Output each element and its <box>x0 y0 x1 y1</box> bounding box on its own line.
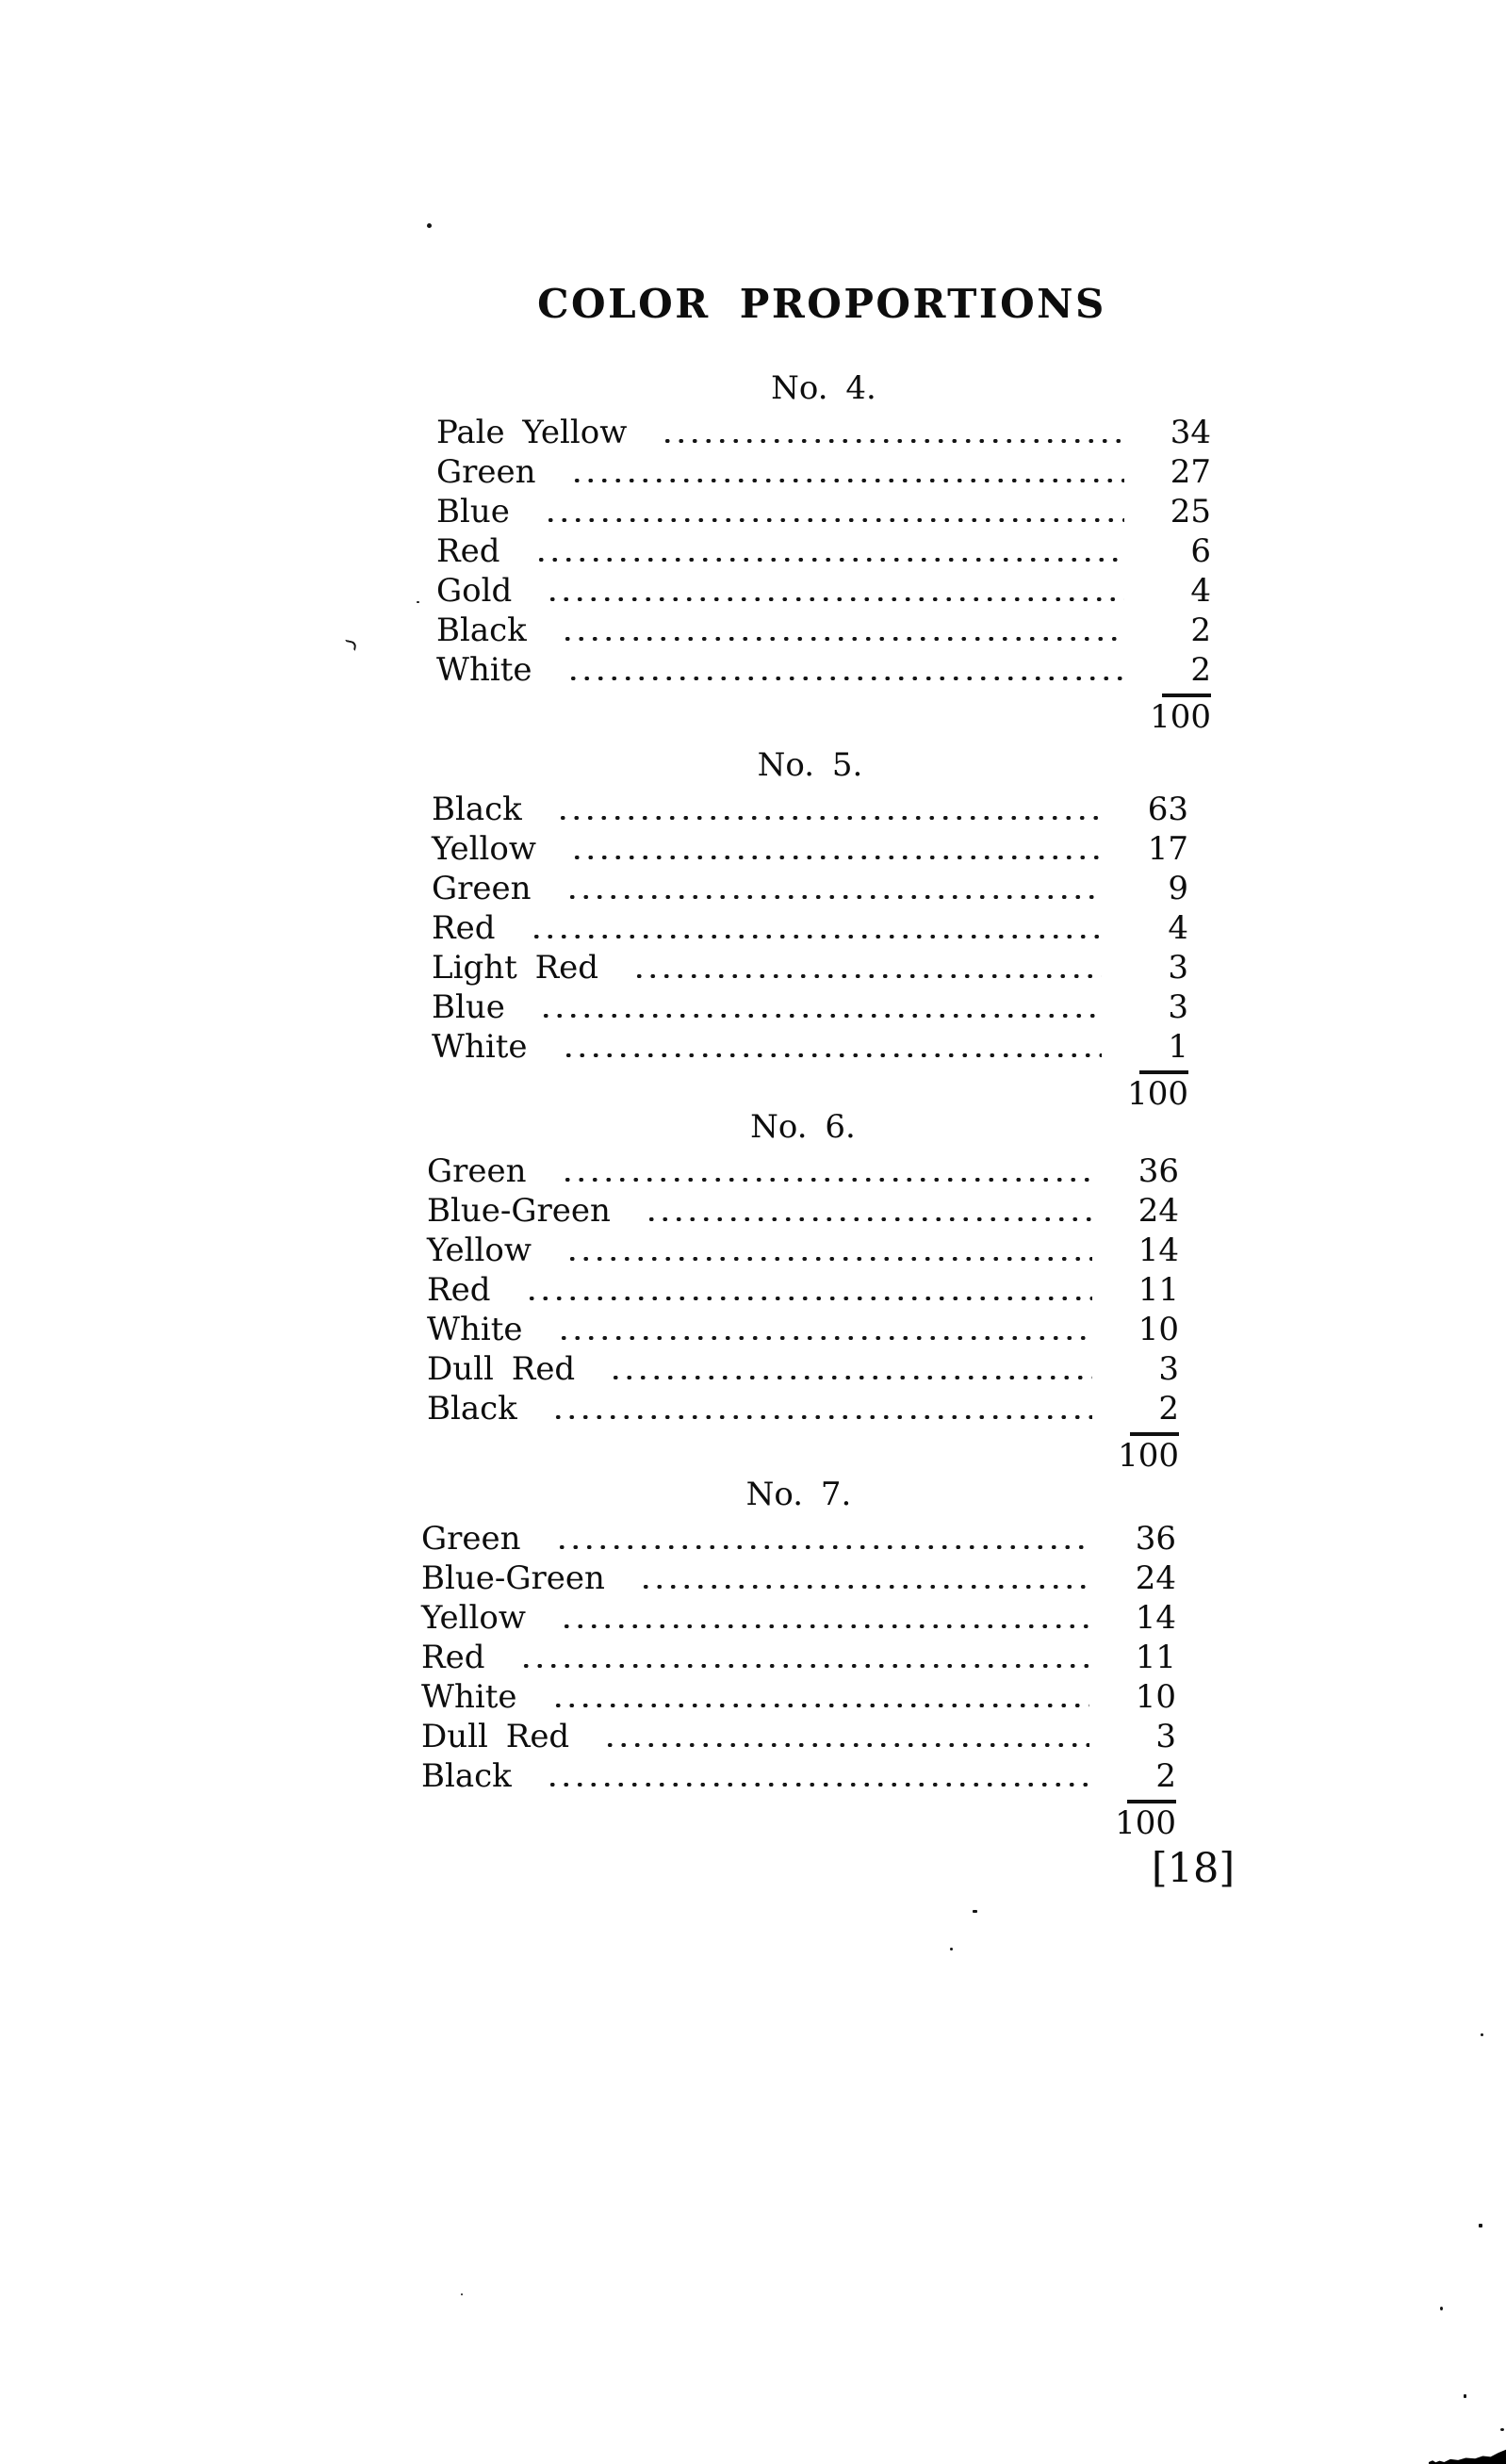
table-row <box>436 611 1211 650</box>
color-label: White <box>436 651 532 689</box>
table-row <box>427 1389 1179 1428</box>
color-value: 3 <box>1168 949 1188 987</box>
color-label: Blue-Green <box>427 1192 611 1230</box>
table-row <box>436 571 1211 611</box>
color-label: Green <box>436 453 536 491</box>
table-rows <box>421 1519 1176 1796</box>
color-label: White <box>421 1678 517 1716</box>
scan-speck <box>1479 2224 1482 2227</box>
color-label: Yellow <box>427 1232 532 1269</box>
table-row <box>436 413 1211 452</box>
color-value: 3 <box>1158 1350 1179 1388</box>
dot-leader <box>555 1545 1089 1549</box>
table-row <box>427 1270 1179 1310</box>
color-label: Black <box>427 1390 517 1428</box>
color-value: 63 <box>1147 791 1188 828</box>
dot-leader <box>609 1376 1092 1379</box>
total-overline <box>1130 1432 1179 1436</box>
proportion-table-6 <box>427 1108 1179 1473</box>
scan-speck <box>427 223 432 228</box>
table-row <box>421 1677 1176 1717</box>
color-value: 24 <box>1135 1559 1176 1597</box>
dot-leader <box>570 479 1124 482</box>
table-row <box>436 650 1211 690</box>
dot-leader <box>603 1743 1089 1747</box>
dot-leader <box>557 1336 1092 1340</box>
color-label: Dull Red <box>421 1718 570 1755</box>
color-label: Light Red <box>432 949 599 987</box>
color-label: Dull Red <box>427 1350 576 1388</box>
color-label: Black <box>436 612 527 649</box>
table-row <box>427 1231 1179 1270</box>
table-heading: No. 4. <box>771 369 876 407</box>
scan-speck <box>1440 2307 1443 2310</box>
dot-leader <box>530 935 1103 938</box>
table-heading: No. 6. <box>750 1108 856 1146</box>
color-label: Yellow <box>421 1599 526 1637</box>
color-value: 11 <box>1135 1639 1176 1676</box>
proportion-table-4 <box>436 369 1211 734</box>
color-value: 9 <box>1168 870 1188 907</box>
table-row <box>436 452 1211 492</box>
dot-leader <box>539 1014 1102 1018</box>
table-row <box>421 1519 1176 1558</box>
scan-speck <box>1464 2394 1466 2398</box>
dot-leader <box>546 597 1124 601</box>
dot-leader <box>566 677 1124 680</box>
color-value: 34 <box>1170 414 1211 451</box>
color-label: White <box>427 1311 523 1348</box>
scan-speck <box>417 601 419 603</box>
color-label: Green <box>421 1520 521 1558</box>
color-value: 2 <box>1155 1757 1176 1795</box>
table-rows <box>427 1151 1179 1428</box>
table-row <box>421 1756 1176 1796</box>
scan-smudge-corner <box>1429 2448 1506 2464</box>
scan-speck <box>973 1910 977 1913</box>
dot-leader <box>560 1624 1089 1628</box>
color-label: Yellow <box>432 830 536 868</box>
table-row <box>432 790 1188 829</box>
table-row <box>421 1598 1176 1638</box>
table-row <box>432 908 1188 948</box>
table-rows <box>432 790 1188 1067</box>
color-value: 14 <box>1135 1599 1176 1637</box>
total-value: 100 <box>1127 1075 1188 1113</box>
scan-mark <box>343 640 357 651</box>
table-total <box>436 694 1211 734</box>
table-total <box>427 1432 1179 1473</box>
color-value: 24 <box>1138 1192 1179 1230</box>
color-value: 17 <box>1147 830 1188 868</box>
color-label: Gold <box>436 572 513 610</box>
color-value: 4 <box>1168 909 1188 947</box>
dot-leader <box>661 439 1124 443</box>
color-value: 14 <box>1138 1232 1179 1269</box>
proportion-table-5 <box>432 746 1188 1111</box>
table-row <box>427 1310 1179 1349</box>
color-value: 25 <box>1170 493 1211 530</box>
dot-leader <box>561 1178 1092 1182</box>
color-label: Blue-Green <box>421 1559 605 1597</box>
table-heading: No. 7. <box>745 1476 852 1513</box>
color-value: 2 <box>1190 651 1211 689</box>
color-value: 11 <box>1138 1271 1179 1309</box>
total-overline <box>1127 1800 1176 1803</box>
dot-leader <box>519 1664 1090 1668</box>
dot-leader <box>551 1415 1092 1419</box>
table-total <box>421 1800 1176 1840</box>
color-value: 2 <box>1158 1390 1179 1428</box>
color-value: 10 <box>1135 1678 1176 1716</box>
dot-leader <box>639 1585 1089 1589</box>
total-value: 100 <box>1150 698 1211 736</box>
table-row <box>436 492 1211 531</box>
table-row <box>432 829 1188 869</box>
dot-leader <box>565 895 1102 899</box>
page-number: [18] <box>1151 1845 1236 1892</box>
table-heading: No. 5. <box>757 746 863 784</box>
color-label: Red <box>432 909 496 947</box>
color-value: 4 <box>1190 572 1211 610</box>
dot-leader <box>632 974 1102 978</box>
color-value: 3 <box>1155 1718 1176 1755</box>
dot-leader <box>525 1297 1093 1300</box>
scan-speck <box>1500 2428 1504 2431</box>
dot-leader <box>544 518 1124 522</box>
color-value: 27 <box>1170 453 1211 491</box>
table-row <box>432 948 1188 987</box>
color-value: 2 <box>1190 612 1211 649</box>
color-label: Black <box>421 1757 512 1795</box>
color-value: 36 <box>1135 1520 1176 1558</box>
table-total <box>432 1070 1188 1111</box>
dot-leader <box>551 1704 1089 1707</box>
color-label: Pale Yellow <box>436 414 628 451</box>
table-row <box>427 1349 1179 1389</box>
page-title: COLOR PROPORTIONS <box>537 281 1106 327</box>
table-row <box>427 1191 1179 1231</box>
proportion-table-7 <box>421 1476 1176 1840</box>
color-value: 3 <box>1168 988 1188 1026</box>
table-row <box>436 531 1211 571</box>
color-value: 6 <box>1190 532 1211 570</box>
table-row <box>421 1717 1176 1756</box>
dot-leader <box>546 1783 1089 1787</box>
color-label: Green <box>427 1152 527 1190</box>
scan-speck <box>950 1948 953 1950</box>
table-row <box>421 1558 1176 1598</box>
scan-speck <box>1481 2033 1483 2036</box>
total-overline <box>1162 694 1211 697</box>
color-label: White <box>432 1028 528 1066</box>
total-overline <box>1139 1070 1188 1074</box>
color-label: Blue <box>436 493 510 530</box>
table-row <box>432 1027 1188 1067</box>
total-value: 100 <box>1118 1437 1179 1475</box>
dot-leader <box>570 856 1102 859</box>
color-label: Black <box>432 791 522 828</box>
scan-speck <box>461 2293 463 2295</box>
table-row <box>421 1638 1176 1677</box>
color-label: Red <box>436 532 500 570</box>
table-row <box>427 1151 1179 1191</box>
color-value: 36 <box>1138 1152 1179 1190</box>
color-label: Red <box>421 1639 485 1676</box>
dot-leader <box>534 558 1125 562</box>
dot-leader <box>561 637 1124 641</box>
table-rows <box>436 413 1211 690</box>
color-value: 10 <box>1138 1311 1179 1348</box>
dot-leader <box>562 1053 1102 1057</box>
table-row <box>432 987 1188 1027</box>
dot-leader <box>556 816 1102 820</box>
color-value: 1 <box>1168 1028 1188 1066</box>
dot-leader <box>645 1217 1092 1221</box>
color-label: Red <box>427 1271 491 1309</box>
total-value: 100 <box>1115 1804 1176 1842</box>
color-label: Blue <box>432 988 505 1026</box>
dot-leader <box>565 1257 1092 1261</box>
table-row <box>432 869 1188 908</box>
color-label: Green <box>432 870 532 907</box>
